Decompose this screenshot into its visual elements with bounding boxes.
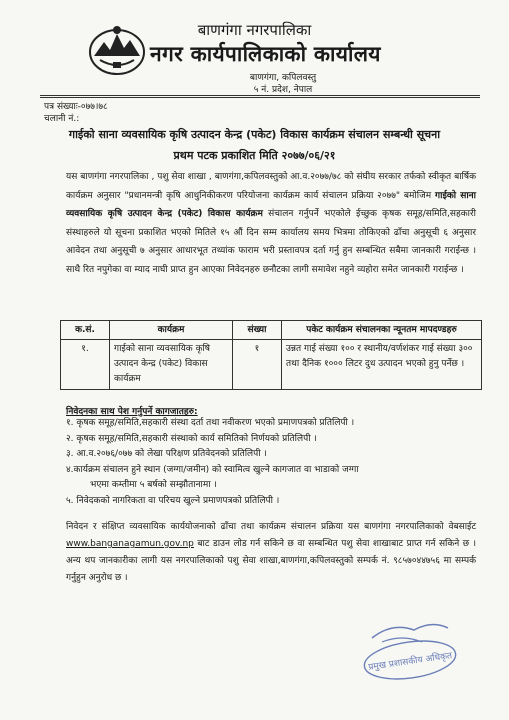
program-table — [60, 320, 482, 390]
official-stamp-icon — [352, 616, 462, 686]
office-name: नगर कार्यपालिकाको कार्यालय — [150, 42, 381, 66]
header-divider — [40, 95, 480, 96]
notice-title: गाईको साना व्यवसायिक कृषि उत्पादन केन्द्र (पकेट) विकास कार्यक्रम संचालन सम्बन्धी सूचना — [68, 128, 441, 141]
para-post: संचालन गर्नुपर्ने भएकोले ईच्छुक कृषक समूह/समिति,सहकारी संस्थाहरुले यो सूचना प्रकाशित भएको मितिले १५ औं दिन सम्म कार्यालय समय भित्रमा तोकिएको ढाँचा अनुसूची ६ अनुसार आवेदन तथा अनुसूची ७ अनुसार आधारभूत तथ्यांक फाराम भरी प्रस्तावपत्र दर्ता गर्नु हुन सम्बन्धित सबैमा जानकारी गराईन्छ । साथै रित नपुगेका वा म्याद नाघी प्राप्त हुन आएका निवेदनहरु छनौटका लागी समावेश नहुने व्यहोरा समेत जानकारी गराईन्छ । — [66, 209, 476, 275]
col-header-sn: क.सं. — [61, 321, 110, 340]
footer-post: बाट डाउन लोड गर्न सकिने छ वा सम्बन्धित पशु सेवा शाखाबाट प्राप्त गर्न सकिने छ । अन्य थप जानकारीका लागी यस नगरपालिकाको पशु सेवा शाखा,बाणगंगा,कपिलवस्तुको सम्पर्क नं. ९८५७०४४७५६ मा सम्पर्क गर्नुहुन अनुरोध छ । — [66, 539, 476, 583]
cell-count: १ — [233, 340, 282, 390]
list-item: ४.कार्यक्रम संचालन हुने स्थान (जग्गा/जमीन) को स्वामित्व खुल्ने कागजात वा भाडाको जग्गा — [66, 464, 359, 475]
cell-sn: १. — [61, 340, 110, 390]
table-header-row — [61, 321, 482, 340]
svg-text:प्रमुख प्रशासकीय अधिकृत: प्रमुख प्रशासकीय अधिकृत — [367, 651, 453, 673]
col-header-program: कार्यक्रम — [110, 321, 233, 340]
municipality-name: बाणगंगा नगरपालिका — [197, 21, 312, 39]
list-item: १. कृषक समूह/समिति,सहकारी संस्था दर्ता तथा नवीकरण भएको प्रमाणपत्रको प्रतिलिपी । — [66, 418, 355, 428]
footer-pre: निवेदन र संक्षिप्त व्यवसायिक कार्ययोजनाको ढाँचा तथा कार्यक्रम संचालन प्रक्रिया यस बाणगंगा नगरपालिकाको वेबसाईट — [66, 522, 476, 532]
col-header-criteria: पकेट कार्यक्रम संचालनका न्यूनतम मापदण्डहरु — [282, 321, 482, 340]
documents-list — [66, 416, 476, 509]
list-item: ३. आ.व.२०७६/०७७ को लेखा परिक्षण प्रतिवेदनको प्रतिलिपी । — [66, 449, 267, 459]
list-item-continuation: भएमा कम्तीमा ५ बर्षको सम्झौतानामा । — [90, 480, 217, 490]
footer-paragraph — [66, 519, 476, 587]
list-item: ५. निवेदकको नागरिकता वा परिचय खुल्ने प्रमाणपत्रको प्रतिलिपी । — [66, 495, 280, 506]
table-row — [61, 340, 482, 390]
documents-heading: निवेदनका साथ पेश गर्नुपर्ने कागजातहरु: — [66, 407, 198, 417]
cell-criteria: उन्नत गाई संख्या १०० र स्थानीय/वर्णशंकर गाई संख्या ३०० तथा दैनिक १००० लिटर दुध उत्पादन भएको हुनु पर्नेछ । — [282, 340, 482, 390]
publish-date: प्रथम पटक प्रकाशित मिति २०७७/०६/२१ — [173, 149, 336, 162]
list-item: २. कृषक समूह/समिति,सहकारी संस्थाको कार्य समितिको निर्णयको प्रतिलिपी । — [66, 433, 317, 444]
letter-number: पत्र संख्याः-०७७।७८ — [44, 102, 108, 112]
dispatch-number: चलानी नं.: — [44, 114, 80, 124]
website-link[interactable]: www.banganagamun.gov.np — [66, 539, 194, 549]
program-name-bold: गाईको साना व्यवसायिक कृषि उत्पादन केन्द्र (पकेट) विकास कार्यक्रम — [66, 190, 477, 219]
cell-program: गाईको साना व्यवसायिक कृषि उत्पादन केन्द्र (पकेट) विकास कार्यक्रम — [110, 340, 233, 390]
notice-paragraph — [66, 168, 476, 279]
address-line2: ५ नं. प्रदेश, नेपाल — [253, 85, 313, 95]
header-divider-2 — [40, 97, 480, 98]
address-line1: बाणगंगा, कपिलवस्तु — [249, 73, 317, 83]
col-header-count: संख्या — [233, 321, 282, 340]
para-pre: यस बाणगंगा नगरपालिका , पशु सेवा शाखा , बाणगंगा,कपिलवस्तुको आ.व.२०७७/७८ को संघीय सरकार तर्फको स्वीकृत बार्षिक कार्यक्रम अनुसार "प्रधानमन्त्री कृषि आधुनिकीकरण परियोजना कार्यक्रम कार्य संचालन प्रक्रिया २०७७" बमोजिम — [66, 172, 476, 201]
